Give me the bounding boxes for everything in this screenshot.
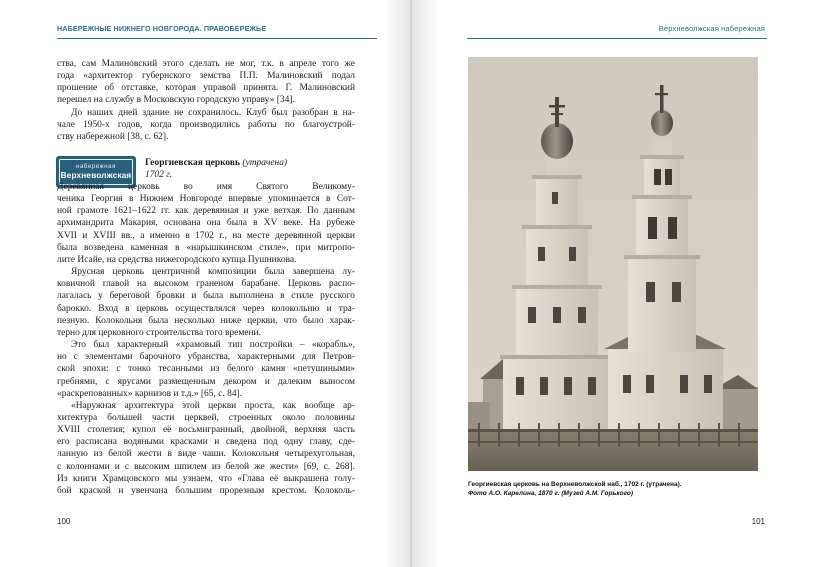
- sign-top-text: набережная: [76, 164, 116, 170]
- entry-date: 1702 г.: [145, 170, 173, 181]
- church-photograph: [468, 57, 758, 471]
- text-line: ной грамоте 1621–1622 гг. как деревянная и уже ветхая. По данным: [57, 206, 355, 217]
- text-line: прошение об отставке, которая управой принята. Г. Малиновский: [57, 83, 355, 94]
- text-line: чале 1950-х годов, когда производились работы по благоустрой-: [57, 119, 355, 130]
- text-line: XVII и XVIII вв., а именно в 1702 г., на месте деревянной церкви: [57, 230, 355, 241]
- page-number-right: 101: [751, 517, 765, 526]
- text-line: хитектура большей части церквей, строенных около половины: [57, 412, 355, 423]
- text-line: Это был характерный «храмовый тип постройки – «корабль»,: [71, 340, 355, 351]
- text-line: с колоннами и с высоким шпилем из белой же жести» [69, с. 268].: [57, 461, 355, 472]
- header-rule: [467, 38, 767, 39]
- entry-title: Георгиевская церковь: [145, 158, 240, 168]
- text-line: Из книги Храмцовского мы узнаем, что «Глава её выкрашена голу-: [57, 473, 355, 484]
- text-line: терно для церковного строительства того времени.: [57, 327, 261, 338]
- caption-title: Георгиевская церковь на Верхневолжской наб., 1702 г. (утрачена).: [468, 481, 682, 488]
- sign-bottom-text: Верхневолжская: [60, 171, 132, 180]
- gutter-shadow: [384, 0, 410, 567]
- text-line: гребнями, с ярусами размещенным декором и далеким выносом: [57, 376, 355, 387]
- caption-credit: Фото А.О. Карелина, 1870 г. (Музей А.М. Горького): [468, 490, 634, 497]
- text-line: была возведена каменная в «нарышкинском стиле», при митропо-: [57, 242, 355, 253]
- text-line: ковичной главой на высоком граненом барабане. Церковь распо-: [57, 279, 355, 290]
- text-line: но с элементами барочного убранства, характерными для Петров-: [57, 352, 355, 363]
- text-line: пезную. Колокольня была несколько ниже церкви, что было харак-: [57, 315, 355, 326]
- text-line: лагалась у береговой бровки и была выполнена в стиле русского: [57, 291, 355, 302]
- text-line: XVIII столетия; купол её восьмигранный, двойной, верхняя часть: [57, 425, 355, 436]
- running-head-right: Верхневолжская набережная: [658, 24, 765, 33]
- text-line: До наших дней здание не сохранилось. Клуб был разобран в на-: [71, 107, 355, 118]
- entry-heading: [145, 157, 287, 181]
- text-line: ства, сам Малиновский этого сделать не мог, т.к. в апреле того же: [57, 59, 355, 69]
- entry-status: (утрачена): [242, 158, 288, 168]
- right-page: [412, 0, 822, 567]
- text-line: ченика Георгия в Нижнем Новгороде впервые упоминается в Сот-: [57, 194, 355, 205]
- text-line: «раскрепованных» карнизов и т.д.» [65, с. 84].: [57, 388, 243, 399]
- text-line: Деревянная церковь во имя Святого Великому-: [57, 182, 355, 192]
- intro-paragraph: [57, 58, 355, 143]
- text-line: ланную из белой жести в виде чаши. Колокольня четырехугольная,: [57, 449, 355, 460]
- text-line: «Наружная архитектура этой церкви проста, как вообще ар-: [71, 400, 355, 411]
- left-page: [0, 0, 410, 567]
- page-number-left: 100: [57, 517, 71, 526]
- running-head-left: НАБЕРЕЖНЫЕ НИЖНЕГО НОВГОРОДА. ПРАВОБЕРЕЖЬЕ: [57, 24, 267, 33]
- text-line: Ярусная церковь центричной композиции была завершена лу-: [71, 267, 355, 278]
- photo-caption: [468, 480, 768, 498]
- text-line: перешел на службу в Московскую городскую управу» [34].: [57, 95, 295, 106]
- church-description: [57, 181, 355, 497]
- text-line: бой краской и увенчана большим прорезным крестом. Колоколь-: [57, 485, 355, 496]
- text-line: его расписана водяными красками и сведена под одну главу, сде-: [57, 437, 355, 448]
- text-line: ской эпохи: с тонко тесанными из белого камня «петушиными»: [57, 364, 355, 375]
- text-line: барокко. Вход в церковь осуществлялся через колокольню и тра-: [57, 303, 355, 314]
- gutter-shadow: [412, 0, 438, 567]
- text-line: архимандрита Макария, основана она была в XV веке. На рубеже: [57, 218, 355, 229]
- header-rule: [57, 38, 377, 39]
- text-line: года «архитектор губернского земства П.П. Малиновский подал: [57, 71, 355, 82]
- text-line: лите Исайе, на средства нижегородского купца Пушникова.: [57, 254, 297, 265]
- text-line: ству набережной [38, с. 62].: [57, 131, 169, 142]
